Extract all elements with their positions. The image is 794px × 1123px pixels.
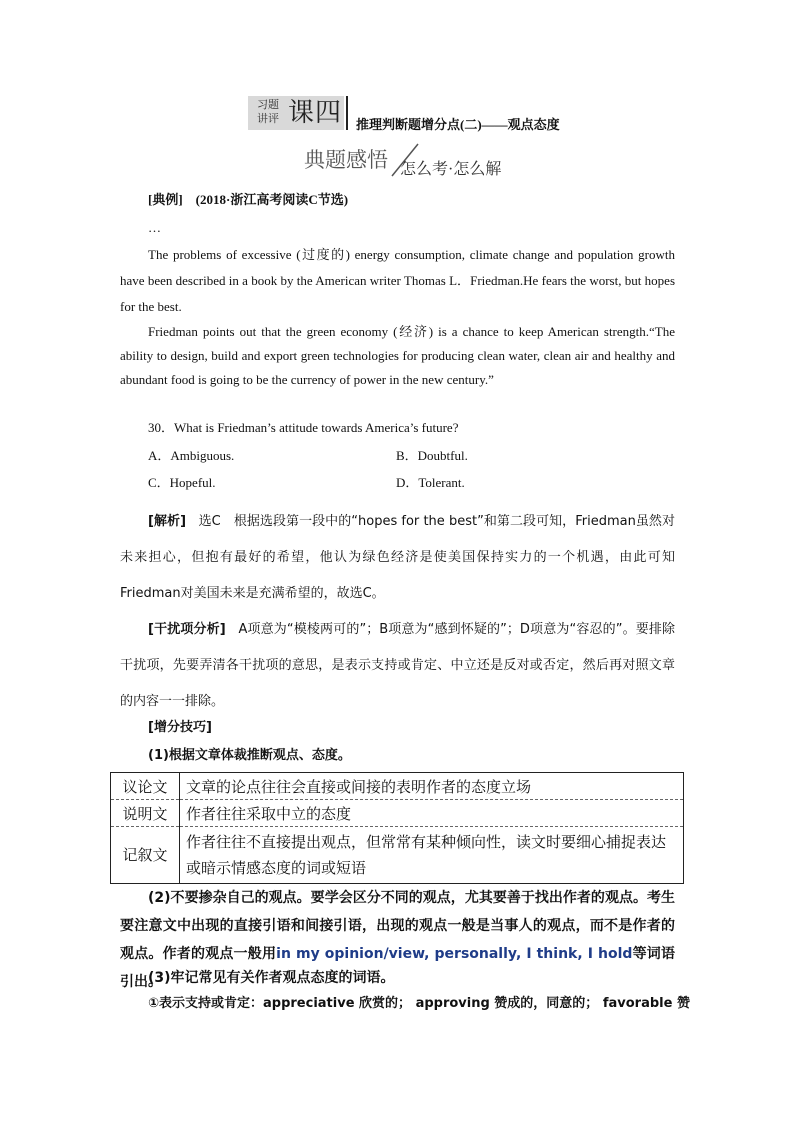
analysis-text: 选C 根据选段第一段中的“hopes for the best”和第二段可知，Friedman虽然对未来担心，但抱有最好的希望，他认为绿色经济是使美国保持实力的一个机遇，由此可知Friedman对美国未来是充满希望的，故选C。 bbox=[120, 514, 675, 601]
desc-cell: 作者往往采取中立的态度 bbox=[180, 800, 684, 827]
genre-cell: 说明文 bbox=[111, 800, 180, 827]
tips-item-3-1: ①表示支持或肯定：appreciative 欣赏的； approving 赞成的，同意的； favorable 赞 bbox=[148, 996, 690, 1011]
example-source: (2018·浙江高考阅读C节选) bbox=[195, 192, 349, 207]
genre-table bbox=[110, 772, 684, 884]
tips-item-3: (3)牢记常见有关作者观点态度的词语。 bbox=[148, 970, 395, 986]
desc-cell: 文章的论点往往会直接或间接的表明作者的态度立场 bbox=[180, 773, 684, 800]
lesson-title: 课四 bbox=[288, 98, 343, 128]
desc-cell: 作者往往不直接提出观点，但常常有某种倾向性，读文时要细心捕捉表达或暗示情感态度的词或短语 bbox=[186, 833, 667, 877]
tag-line-2: 讲评 bbox=[257, 113, 279, 125]
option-a: A．Ambiguous. bbox=[148, 448, 235, 463]
analysis-tag: [解析] bbox=[148, 514, 187, 529]
example-heading bbox=[148, 192, 675, 208]
table-row bbox=[111, 827, 684, 884]
example-tag: [典例] bbox=[148, 192, 183, 207]
passage-paragraph-2: Friedman points out that the green economy (经济) is a chance to keep American strength.“The ability to design, build and export green technologies for producing clean water, clean air and healthy and abundant food is going to be the currency of power in the new century.” bbox=[120, 324, 675, 387]
tag-line-1: 习题 bbox=[257, 99, 279, 111]
option-c: C．Hopeful. bbox=[148, 475, 216, 490]
genre-cell: 议论文 bbox=[111, 773, 180, 800]
section-subtitle: 怎么考·怎么解 bbox=[400, 161, 502, 178]
ellipsis: … bbox=[148, 220, 161, 235]
question: 30．What is Friedman’s attitude towards America’s future? bbox=[148, 420, 459, 435]
distractor-block bbox=[120, 612, 675, 720]
lesson-subtitle: 推理判断题增分点(二)——观点态度 bbox=[356, 117, 560, 132]
tips-item-2-phrases: in my opinion/view, personally, I think, I hold bbox=[276, 946, 633, 962]
header-divider bbox=[346, 96, 348, 130]
passage-paragraph-1: The problems of excessive (过度的) energy consumption, climate change and population growth have been described in a book by the American writer Thomas L．Friedman.He fears the worst, but hopes for the best. bbox=[120, 247, 675, 314]
genre-cell: 记叙文 bbox=[111, 827, 180, 884]
option-d: D．Tolerant. bbox=[396, 475, 465, 490]
table-row bbox=[111, 773, 684, 800]
analysis-block bbox=[120, 504, 675, 612]
option-b: B．Doubtful. bbox=[396, 448, 468, 463]
distractor-text: A项意为“模棱两可的”；B项意为“感到怀疑的”；D项意为“容忍的”。要排除干扰项，先要弄清各干扰项的意思，是表示支持或肯定、中立还是反对或否定，然后再对照文章的内容一一排除。 bbox=[120, 622, 675, 709]
tips-tag: [增分技巧] bbox=[148, 720, 212, 735]
table-row bbox=[111, 800, 684, 827]
lesson-tag bbox=[253, 98, 283, 126]
tips-item-1: (1)根据文章体裁推断观点、态度。 bbox=[148, 748, 351, 763]
distractor-tag: [干扰项分析] bbox=[148, 622, 226, 637]
tips-item-2-text: (2)不要掺杂自己的观点。要学会区分不同的观点，尤其要善于找出作者的观点。考生要注意文中出现的直接引语和间接引语，出现的观点一般是当事人的观点，而不是作者的观点。作者的观点一般用 bbox=[120, 890, 675, 962]
section-title: 典题感悟 bbox=[304, 148, 388, 172]
tips-item-2-end: 等词语引出。 bbox=[120, 946, 676, 990]
